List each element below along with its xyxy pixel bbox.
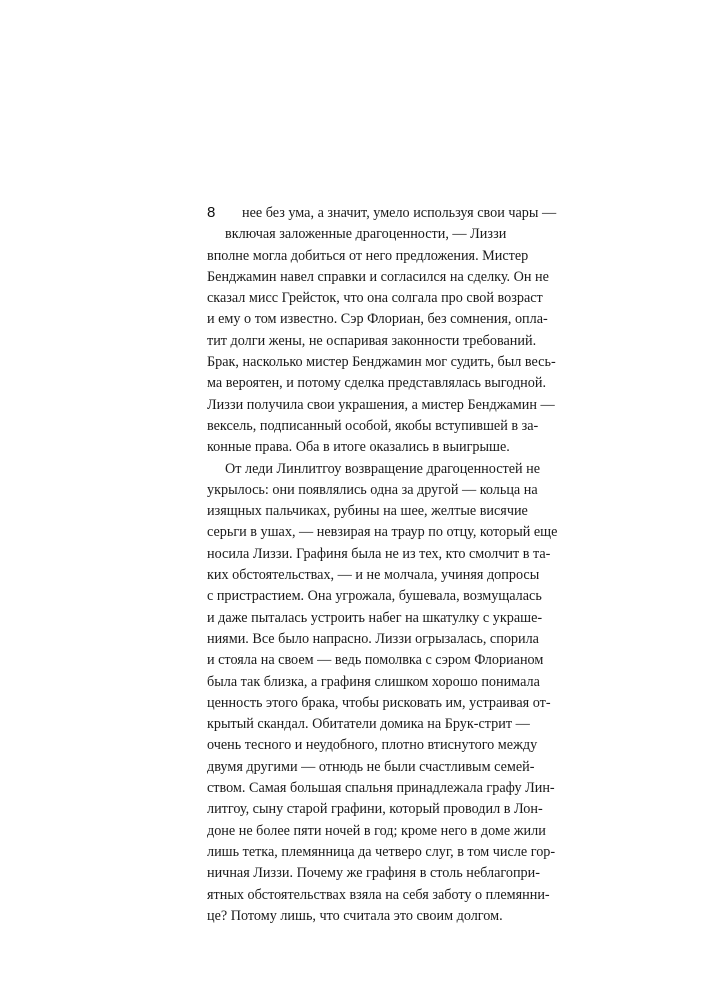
text-line: носила Лиззи. Графиня была не из тех, кто смолчит в та- [207,545,551,562]
text-line: тит долги жены, не оспаривая законности требований. [207,332,537,349]
text-line: ятных обстоятельствах взяла на себя заботу о племянни- [207,886,550,903]
text-line: была так близка, а графиня слишком хорошо понимала [207,673,540,690]
text-line: нее без ума, а значит, умело используя свои чары — [242,205,557,221]
text-line: ма вероятен, и потому сделка представлялась выгодной. [207,375,546,392]
text-line: и стояла на своем — ведь помолвка с сэром Флорианом [207,652,544,669]
text-line: включая заложенные драгоценности, — Лиззи [225,226,507,243]
text-line: конные права. Оба в итоге оказались в выигрыше. [207,439,510,456]
text-line: очень тесного и неудобного, плотно втиснутого между [207,737,538,754]
text-line: и ему о том известно. Сэр Флориан, без сомнения, опла- [207,311,548,328]
page-number: 8 [207,204,216,221]
text-line: Бенджамин навел справки и согласился на сделку. Он не [207,268,549,285]
text-line: ничная Лиззи. Почему же графиня в столь неблагопри- [207,865,540,882]
text-line: доне не более пяти ночей в год; кроме него в доме жили [207,822,546,839]
text-line: ством. Самая большая спальня принадлежала графу Лин- [207,780,555,797]
text-line: ценность этого брака, чтобы рисковать им, устраивая от- [207,694,551,711]
text-line: укрылось: они появлялись одна за другой — кольца на [207,481,538,498]
text-line: ниями. Все было напрасно. Лиззи огрызалась, спорила [207,630,539,647]
text-line: двумя другими — отнюдь не были счастливым семей- [207,758,535,775]
text-line: серьги в ушах, — невзирая на траур по отцу, который еще [207,524,558,541]
text-line: вполне могла добиться от него предложения. Мистер [207,247,529,264]
text-line: изящных пальчиках, рубины на шее, желтые висячие [207,503,528,520]
text-line: вексель, подписанный особой, якобы вступившей в за- [207,417,539,434]
text-line: сказал мисс Грейсток, что она солгала про свой возраст [207,290,543,307]
text-line: Лиззи получила свои украшения, а мистер Бенджамин — [207,396,555,413]
text-line: литгоу, сыну старой графини, который проводил в Лон- [207,801,543,818]
text-line: и даже пыталась устроить набег на шкатулку с украше- [207,609,543,626]
text-line: крытый скандал. Обитатели домика на Брук-стрит — [207,716,530,733]
text-line: с пристрастием. Она угрожала, бушевала, возмущалась [207,588,542,605]
text-line: це? Потому лишь, что считала это своим долгом. [207,907,503,924]
text-line: Брак, насколько мистер Бенджамин мог судить, был весь- [207,354,556,371]
text-line: ких обстоятельствах, — и не молчала, учиняя допросы [207,567,540,584]
body-text [207,203,558,927]
text-line: От леди Линлитгоу возвращение драгоценностей не [225,460,541,477]
text-line: лишь тетка, племянница да четверо слуг, в том числе гор- [207,843,556,860]
